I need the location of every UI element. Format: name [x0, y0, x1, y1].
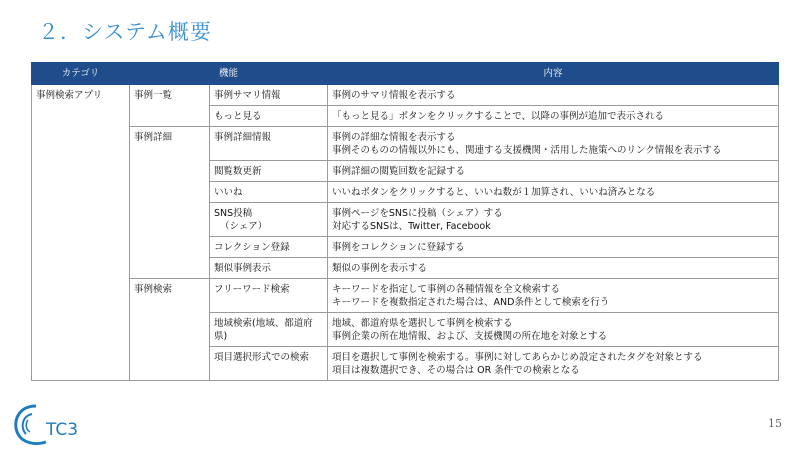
- table-row: [32, 279, 779, 313]
- function-cell: 事例詳細情報: [210, 127, 328, 161]
- table-header-row: [32, 63, 779, 85]
- function-cell: コレクション登録: [210, 237, 328, 258]
- function-cell: 項目選択形式での検索: [210, 347, 328, 381]
- header-content: 内容: [328, 63, 779, 85]
- content-cell: 事例の詳細な情報を表示する 事例そのものの情報以外にも、関連する支援機関・活用した施策へのリンク情報を表示する: [328, 127, 779, 161]
- content-cell: 類似の事例を表示する: [328, 258, 779, 279]
- content-cell: 事例をコレクションに登録する: [328, 237, 779, 258]
- header-function: 機能: [130, 63, 328, 85]
- content-cell: 項目を選択して事例を検索する。事例に対してあらかじめ設定されたタグを対象とする 項目は複数選択でき、その場合は OR 条件での検索となる: [328, 347, 779, 381]
- function-cell: 閲覧数更新: [210, 161, 328, 182]
- content-cell: 事例ページをSNSに投稿（シェア）する 対応するSNSは、Twitter, Facebook: [328, 203, 779, 237]
- table-row: [32, 85, 779, 106]
- content-cell: いいねボタンをクリックすると、いいね数が１加算され、いいね済みとなる: [328, 182, 779, 203]
- content-cell: 地域、都道府県を選択して事例を検索する 事例企業の所在地情報、および、支援機関の所在地を対象とする: [328, 313, 779, 347]
- header-category: カテゴリ: [32, 63, 130, 85]
- content-cell: 「もっと見る」ボタンをクリックすることで、以降の事例が追加で表示される: [328, 106, 779, 127]
- function-cell: 類似事例表示: [210, 258, 328, 279]
- category-cell: 事例検索アプリ: [32, 85, 130, 381]
- group-case-list: 事例一覧: [130, 85, 210, 127]
- function-cell: フリーワード検索: [210, 279, 328, 313]
- table-row: [32, 127, 779, 161]
- function-cell: SNS投稿 （シェア）: [210, 203, 328, 237]
- slide-title: ２．システム概要: [38, 20, 212, 44]
- page-number: 15: [768, 417, 782, 430]
- content-cell: 事例詳細の閲覧回数を記録する: [328, 161, 779, 182]
- function-cell: いいね: [210, 182, 328, 203]
- group-case-search: 事例検索: [130, 279, 210, 381]
- content-cell: 事例のサマリ情報を表示する: [328, 85, 779, 106]
- content-cell: キーワードを指定して事例の各種情報を全文検索する キーワードを複数指定された場合は、AND条件として検索を行う: [328, 279, 779, 313]
- function-cell: 地域検索(地域、都道府県): [210, 313, 328, 347]
- logo-text: TC3: [46, 420, 79, 440]
- function-cell: もっと見る: [210, 106, 328, 127]
- group-case-detail: 事例詳細: [130, 127, 210, 279]
- system-overview-table: [31, 62, 779, 381]
- function-cell: 事例サマリ情報: [210, 85, 328, 106]
